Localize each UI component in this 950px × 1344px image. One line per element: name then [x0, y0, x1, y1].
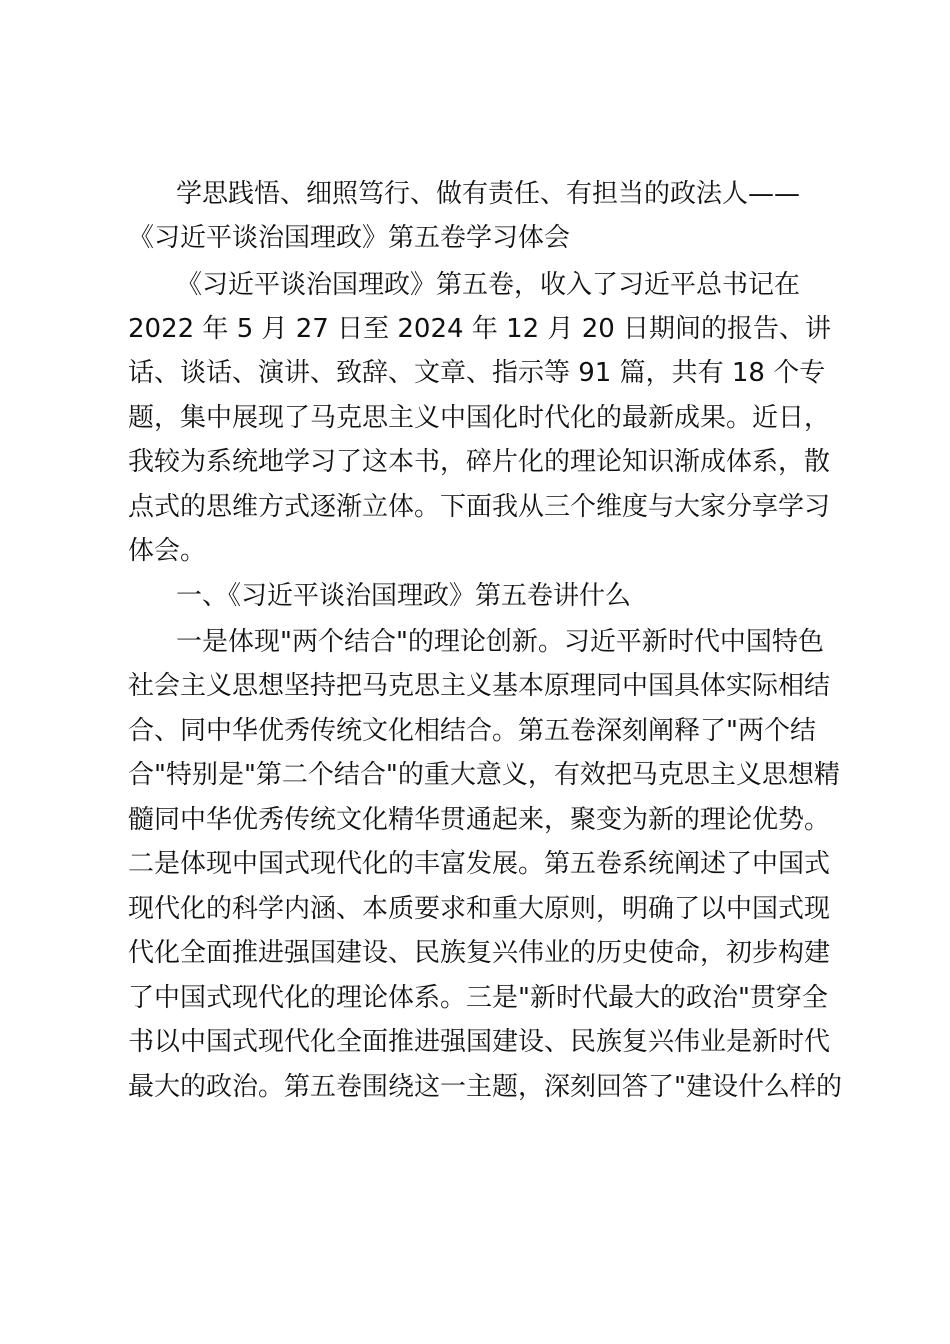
paragraph2-line-2: 社会主义思想坚持把马克思主义基本原理同中国具体实际相结 — [128, 671, 831, 701]
paragraph2-line-7: 现代化的科学内涵、本质要求和重大原则，明确了以中国式现 — [128, 894, 831, 924]
section1-heading: 一、《习近平谈治国理政》第五卷讲什么 — [176, 581, 632, 611]
paragraph2-line-6: 二是体现中国式现代化的丰富发展。第五卷系统阐述了中国式 — [128, 849, 831, 879]
paragraph2-line-10: 书以中国式现代化全面推进强国建设、民族复兴伟业是新时代 — [128, 1027, 831, 1057]
paragraph1-line-7: 体会。 — [128, 536, 207, 566]
paragraph1-line-1: 《习近平谈治国理政》第五卷，收入了习近平总书记在 — [176, 270, 801, 300]
title-line-2: 《习近平谈治国理政》第五卷学习体会 — [128, 223, 571, 253]
paragraph2-line-8: 代化全面推进强国建设、民族复兴伟业的历史使命，初步构建 — [128, 938, 831, 968]
paragraph2-line-9: 了中国式现代化的理论体系。三是"新时代最大的政治"贯穿全 — [128, 983, 828, 1013]
paragraph1-line-3: 话、谈话、演讲、致辞、文章、指示等 91 篇，共有 18 个专 — [128, 358, 826, 388]
paragraph2-line-3: 合、同中华优秀传统文化相结合。第五卷深刻阐释了"两个结 — [128, 716, 816, 746]
paragraph2-line-5: 髓同中华优秀传统文化精华贯通起来，聚变为新的理论优势。 — [128, 805, 831, 835]
paragraph2-line-11: 最大的政治。第五卷围绕这一主题，深刻回答了"建设什么样的 — [128, 1072, 842, 1102]
paragraph1-line-5: 我较为系统地学习了这本书，碎片化的理论知识渐成体系，散 — [128, 447, 831, 477]
title-line-1: 学思践悟、细照笃行、做有责任、有担当的政法人—— — [176, 179, 801, 209]
paragraph2-line-1: 一是体现"两个结合"的理论创新。习近平新时代中国特色 — [176, 627, 824, 657]
paragraph1-line-4: 题，集中展现了马克思主义中国化时代化的最新成果。近日， — [128, 403, 831, 433]
paragraph1-line-6: 点式的思维方式逐渐立体。下面我从三个维度与大家分享学习 — [128, 492, 831, 522]
paragraph1-line-2: 2022 年 5 月 27 日至 2024 年 12 月 20 日期间的报告、讲 — [128, 314, 832, 344]
paragraph2-line-4: 合"特别是"第二个结合"的重大意义，有效把马克思主义思想精 — [128, 760, 840, 790]
